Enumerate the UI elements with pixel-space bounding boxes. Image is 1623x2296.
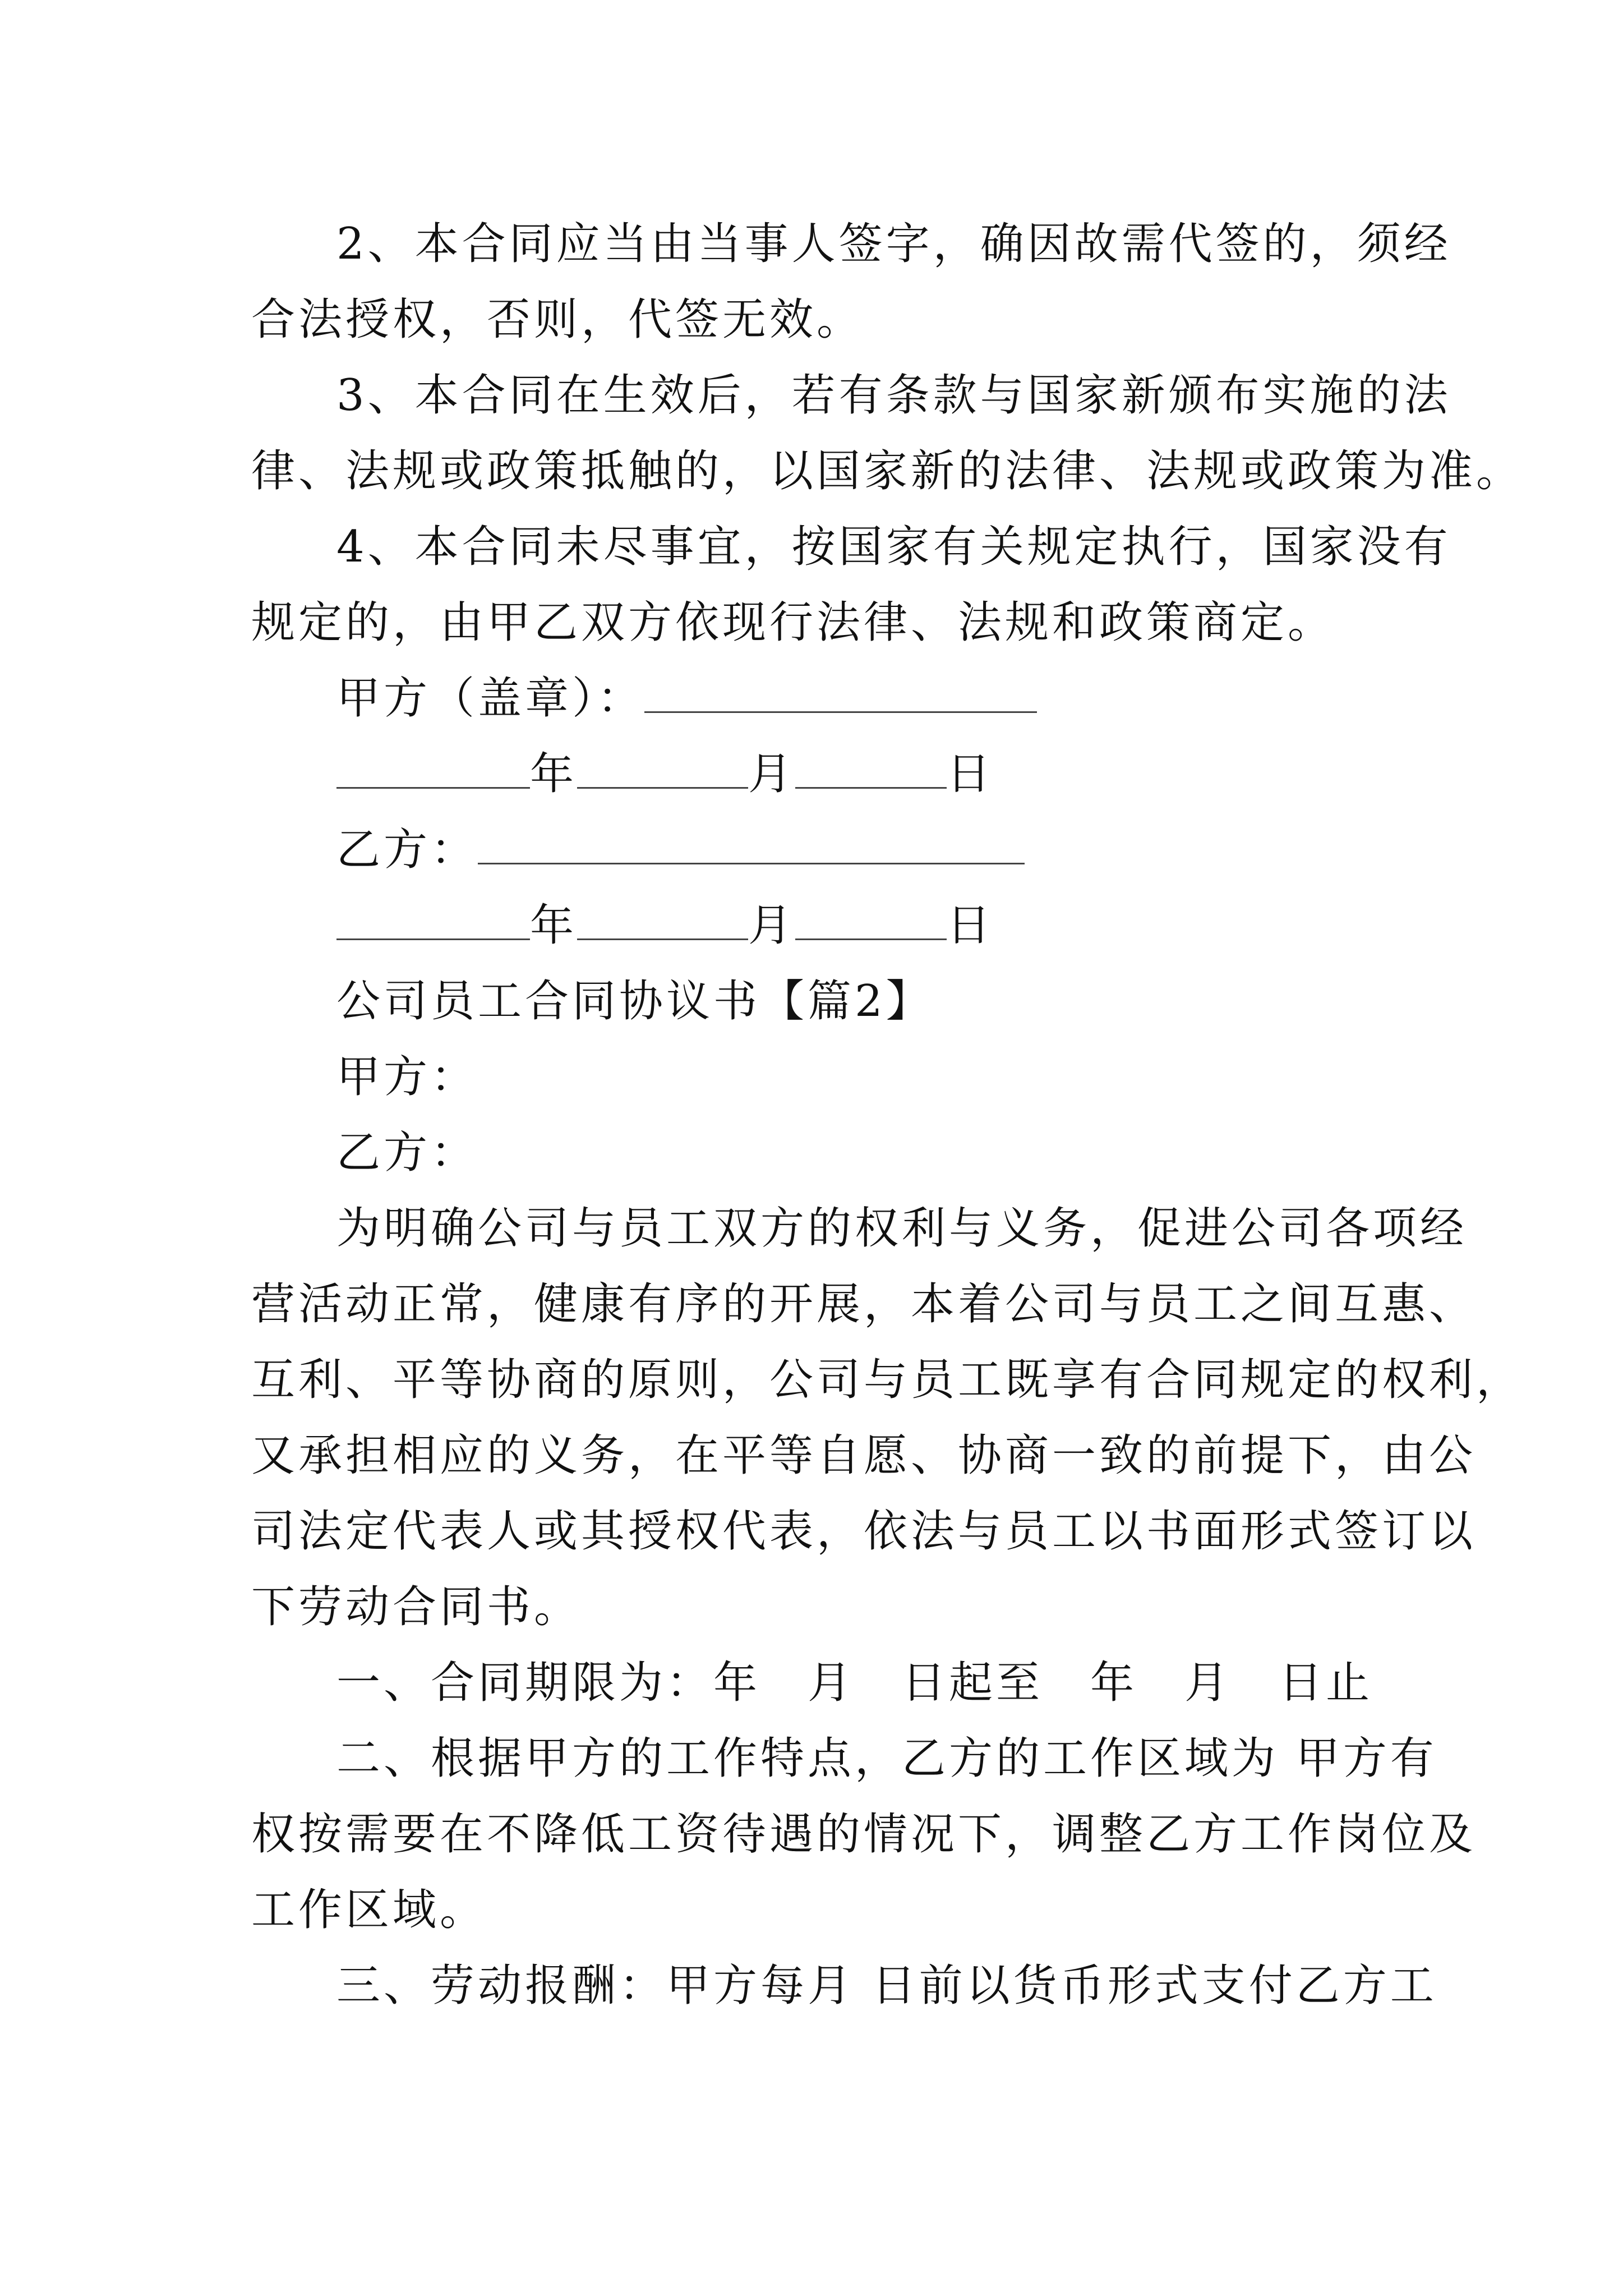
month-blank <box>577 903 748 940</box>
clause-2-line-1: 二、根据甲方的工作特点，乙方的工作区域为 甲方有 <box>336 1733 1437 1784</box>
intro-line-1: 为明确公司与员工双方的权利与义务，促进公司各项经 <box>336 1203 1468 1254</box>
day-blank <box>795 903 947 940</box>
month-label: 月 <box>748 900 796 951</box>
clause-2-line-2: 权按需要在不降低工资待遇的情况下，调整乙方工作岗位及 <box>251 1809 1477 1860</box>
day-blank <box>795 751 947 789</box>
party-a-signature-blank <box>644 675 1037 713</box>
party-b-signature-blank <box>478 827 1025 864</box>
month-blank <box>577 751 748 789</box>
party-a-signature-line <box>336 670 1037 726</box>
party-a-label: 甲方（盖章）： <box>336 673 645 724</box>
section-2-party-a: 甲方： <box>336 1052 478 1102</box>
day-label: 日 <box>947 900 994 951</box>
intro-line-5: 司法定代表人或其授权代表，依法与员工以书面形式签订以 <box>251 1506 1477 1557</box>
party-b-label: 乙方： <box>336 825 478 875</box>
clause-1: 一、合同期限为：年 月 日起至 年 月 日止 <box>336 1658 1373 1708</box>
month-label: 月 <box>748 749 796 799</box>
year-label: 年 <box>530 900 578 951</box>
clause-3-line-1: 三、劳动报酬：甲方每月 日前以货币形式支付乙方工 <box>336 1961 1437 2011</box>
paragraph-4-line-2: 规定的，由甲乙双方依现行法律、法规和政策商定。 <box>251 597 1335 648</box>
year-blank <box>336 751 530 789</box>
year-label: 年 <box>530 749 578 799</box>
party-b-date-line <box>336 898 994 954</box>
party-a-date-line <box>336 746 994 802</box>
clause-2-line-3: 工作区域。 <box>251 1885 487 1935</box>
intro-line-3: 互利、平等协商的原则，公司与员工既享有合同规定的权利， <box>251 1355 1524 1405</box>
paragraph-2-line-1: 2、本合同应当由当事人签字，确因故需代签的，须经 <box>336 219 1451 269</box>
section-2-title: 公司员工合同协议书【篇2】 <box>336 976 933 1027</box>
paragraph-4-line-1: 4、本合同未尽事宜，按国家有关规定执行，国家没有 <box>336 522 1451 572</box>
section-2-party-b: 乙方： <box>336 1128 478 1178</box>
party-b-signature-line <box>336 822 1025 878</box>
intro-line-4: 又承担相应的义务，在平等自愿、协商一致的前提下，由公 <box>251 1430 1477 1481</box>
day-label: 日 <box>947 749 994 799</box>
year-blank <box>336 903 530 940</box>
paragraph-3-line-1: 3、本合同在生效后，若有条款与国家新颁布实施的法 <box>336 370 1451 421</box>
paragraph-3-line-2: 律、法规或政策抵触的，以国家新的法律、法规或政策为准。 <box>251 446 1524 496</box>
paragraph-2-line-2: 合法授权，否则，代签无效。 <box>251 295 864 345</box>
intro-line-6: 下劳动合同书。 <box>251 1582 582 1632</box>
intro-line-2: 营活动正常，健康有序的开展，本着公司与员工之间互惠、 <box>251 1279 1477 1329</box>
